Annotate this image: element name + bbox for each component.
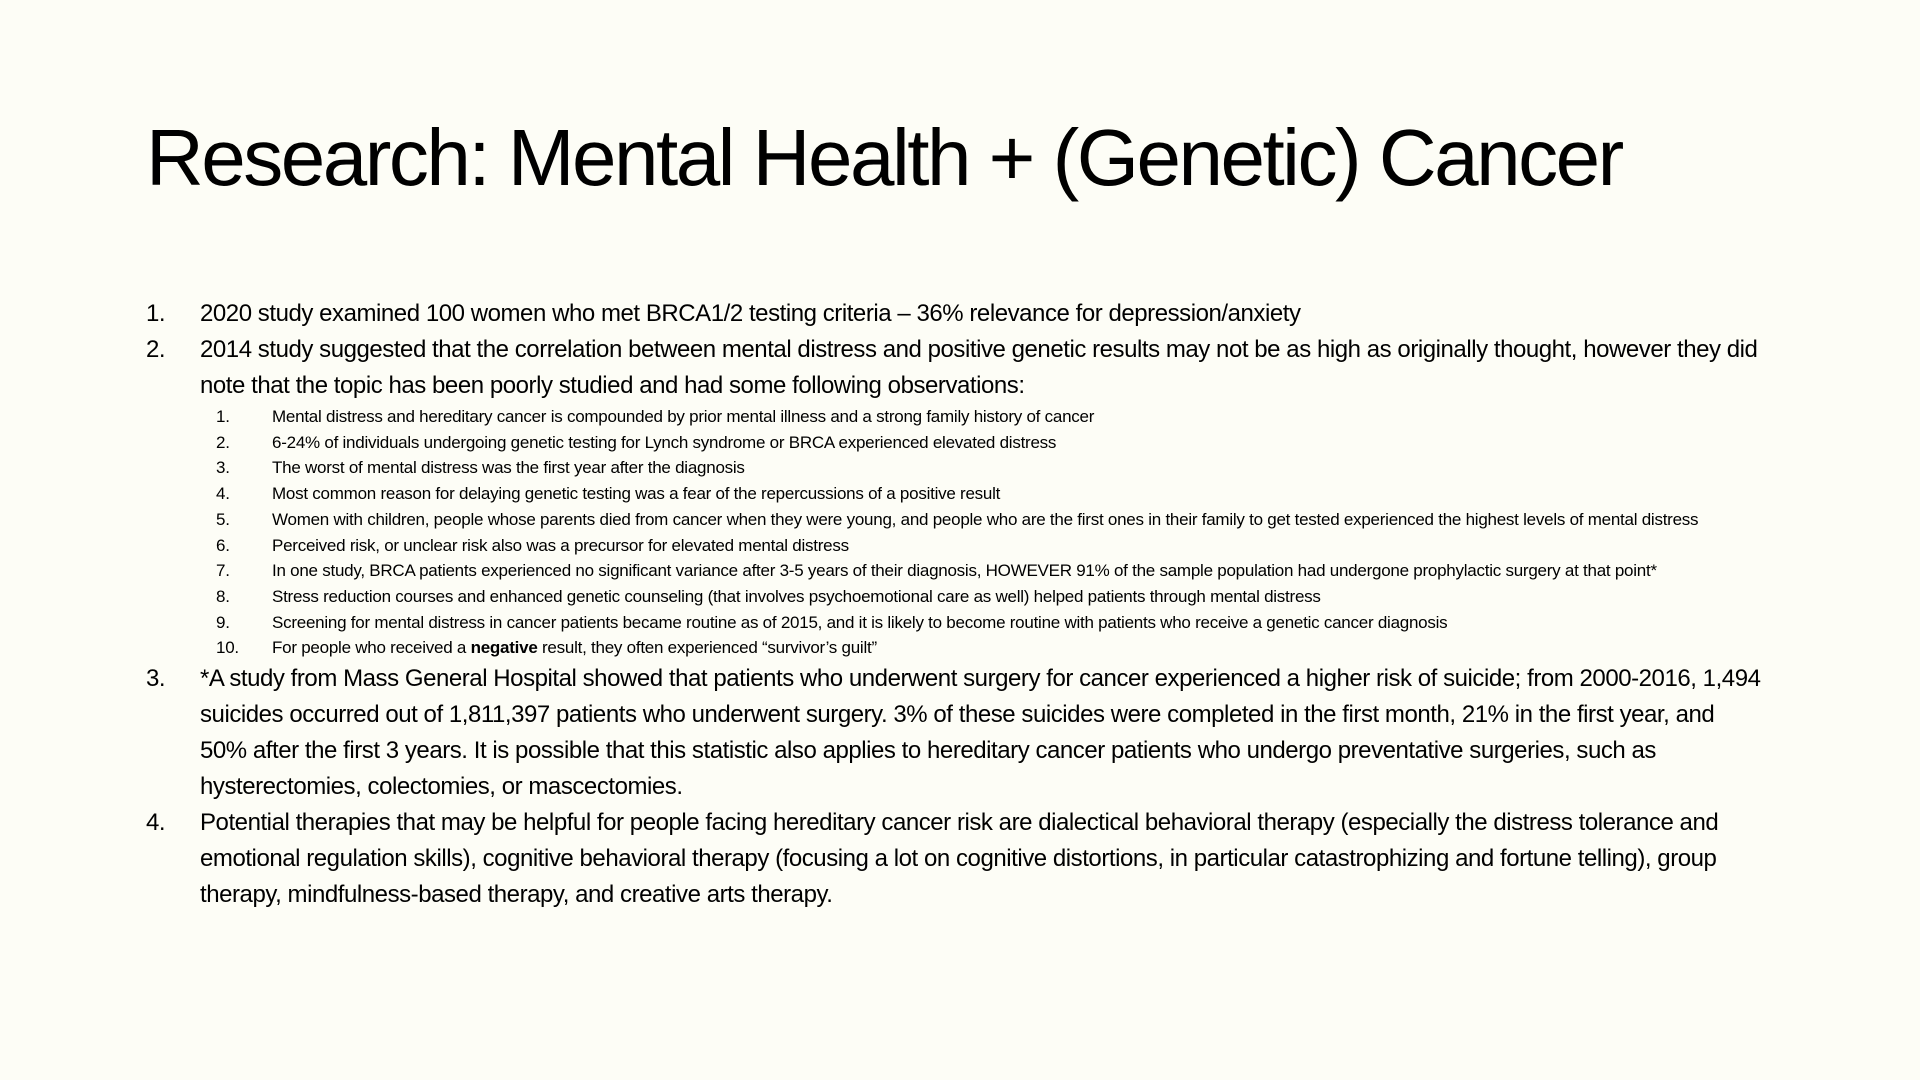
slide-title: Research: Mental Health + (Genetic) Cancer xyxy=(146,113,1622,202)
list-item xyxy=(146,296,1766,332)
sub-list-item-text: Stress reduction courses and enhanced genetic counseling (that involves psychoemotional care as well) helped patients through mental distress xyxy=(272,586,1321,606)
sub-list-item xyxy=(200,635,1766,661)
sub-list-item-text xyxy=(272,638,877,657)
list-item xyxy=(146,661,1766,805)
list-item-number: 2. xyxy=(146,336,166,363)
emphasis-text: negative xyxy=(470,638,538,658)
list-item-text: 2014 study suggested that the correlation between mental distress and positive genetic results may not be as high as originally thought, however they did note that the topic has been poorly studied and had some following observations: xyxy=(200,336,1758,399)
sub-list-item-text: Most common reason for delaying genetic testing was a fear of the repercussions of a positive result xyxy=(272,484,1001,504)
list-item-text: 2020 study examined 100 women who met BRCA1/2 testing criteria – 36% relevance for depression/anxiety xyxy=(200,300,1301,327)
sub-list-item-text: Mental distress and hereditary cancer is compounded by prior mental illness and a strong family history of cancer xyxy=(272,407,1095,426)
sub-list-item-number: 4. xyxy=(216,484,230,504)
sub-list-item xyxy=(200,533,1766,559)
sub-list-item-number: 1. xyxy=(216,407,230,426)
sub-list-item-number: 5. xyxy=(216,509,230,529)
sub-list-item xyxy=(200,584,1766,610)
sub-list-item-number: 8. xyxy=(216,586,230,606)
sub-list-item-number: 9. xyxy=(216,612,230,632)
sub-list-item xyxy=(200,507,1766,533)
sub-list-item xyxy=(200,430,1766,456)
sub-list-item-text: Perceived risk, or unclear risk also was a precursor for elevated mental distress xyxy=(272,535,849,555)
sub-list-item xyxy=(200,455,1766,481)
sub-list-item xyxy=(200,481,1766,507)
list-item-number: 4. xyxy=(146,809,166,837)
sub-list-item-number: 2. xyxy=(216,432,230,452)
sub-list-item-text: 6-24% of individuals undergoing genetic testing for Lynch syndrome or BRCA experienced elevated distress xyxy=(272,432,1057,452)
sub-list-item xyxy=(200,558,1766,584)
main-list xyxy=(146,296,1766,913)
sub-list-item-text: The worst of mental distress was the first year after the diagnosis xyxy=(272,458,745,478)
sub-list-item xyxy=(200,610,1766,636)
list-item-number: 3. xyxy=(146,665,166,693)
sub-list-item-number: 3. xyxy=(216,458,230,478)
sub-list-item-number: 7. xyxy=(216,561,230,581)
list-item xyxy=(146,332,1766,661)
sub-list-item-number: 10. xyxy=(216,638,239,658)
sub-list-item-text: Screening for mental distress in cancer patients became routine as of 2015, and it is likely to become routine with patients who receive a genetic cancer diagnosis xyxy=(272,612,1448,632)
list-item-text: *A study from Mass General Hospital showed that patients who underwent surgery for cancer experienced a higher risk of suicide; from 2000-2016, 1,494 suicides occurred out of 1,811,397 patients who underwent surgery. 3% of these suicides were completed in the first month, 21% in the first year, and 50% after the first 3 years. It is possible that this statistic also applies to hereditary cancer patients who undergo preventative surgeries, such as hysterectomies, colectomies, or mascectomies. xyxy=(200,665,1761,801)
sub-list xyxy=(200,404,1766,661)
sub-list-item-text: In one study, BRCA patients experienced no significant variance after 3-5 years of their diagnosis, HOWEVER 91% of the sample population had undergone prophylactic surgery at that point* xyxy=(272,561,1657,581)
sub-list-item-text: Women with children, people whose parents died from cancer when they were young, and people who are the first ones in their family to get tested experienced the highest levels of mental distress xyxy=(272,509,1699,529)
sub-list-item-text-after: result, they often experienced “survivor’s guilt” xyxy=(537,638,877,658)
sub-list-item-text-before: For people who received a xyxy=(272,638,471,658)
sub-list-item xyxy=(200,404,1766,430)
list-item-number: 1. xyxy=(146,300,166,327)
sub-list-item-number: 6. xyxy=(216,535,230,555)
list-item-text: Potential therapies that may be helpful for people facing hereditary cancer risk are dialectical behavioral therapy (especially the distress tolerance and emotional regulation skills), cognitive behavioral therapy (focusing a lot on cognitive distortions, in particular catastrophizing and fortune telling), group therapy, mindfulness-based therapy, and creative arts therapy. xyxy=(200,809,1719,909)
list-item xyxy=(146,805,1766,913)
